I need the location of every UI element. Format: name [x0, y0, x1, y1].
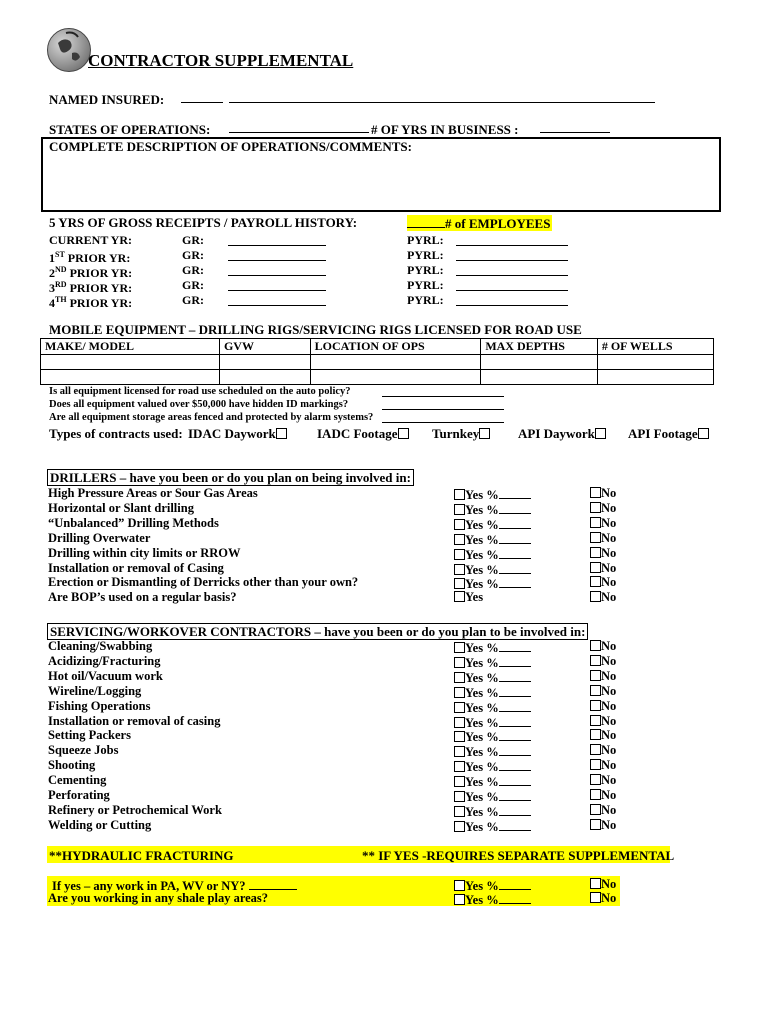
- no-checkbox[interactable]: [590, 744, 601, 755]
- yes-checkbox[interactable]: [454, 534, 465, 545]
- yes-label: Yes: [465, 502, 487, 517]
- no-label: No: [601, 668, 617, 683]
- no-label: No: [601, 500, 617, 515]
- no-option[interactable]: [590, 699, 616, 714]
- percent-field[interactable]: [499, 743, 531, 756]
- servicing-item: Welding or Cutting: [48, 817, 152, 832]
- equipment-cell[interactable]: [310, 370, 481, 385]
- no-option[interactable]: [590, 501, 616, 516]
- yes-checkbox[interactable]: [454, 519, 465, 530]
- yes-checkbox[interactable]: [454, 657, 465, 668]
- yes-checkbox[interactable]: [454, 549, 465, 560]
- employees-badge[interactable]: [407, 215, 552, 231]
- contract-type-option[interactable]: [432, 426, 490, 441]
- contracts-label: Types of contracts used:: [49, 426, 183, 441]
- servicing-item: Squeeze Jobs: [48, 743, 119, 758]
- servicing-item: Shooting: [48, 758, 96, 773]
- pyrl-field[interactable]: [456, 294, 568, 306]
- drillers-item: Drilling Overwater: [48, 530, 151, 545]
- yes-label: Yes: [465, 590, 484, 605]
- equipment-cell[interactable]: [219, 355, 310, 370]
- equipment-column-header: # OF WELLS: [597, 339, 713, 355]
- no-checkbox[interactable]: [590, 640, 601, 651]
- named-insured-field-prefix[interactable]: [181, 90, 223, 103]
- yes-label: Yes: [465, 790, 487, 804]
- no-label: No: [601, 560, 617, 575]
- percent-label: %: [486, 547, 499, 562]
- equipment-question: [49, 385, 351, 398]
- yes-label: Yes: [465, 547, 487, 562]
- receipt-year-label: [49, 293, 132, 310]
- no-label: No: [601, 590, 617, 605]
- percent-label: %: [486, 760, 499, 775]
- percent-field[interactable]: [499, 486, 531, 499]
- yes-checkbox[interactable]: [454, 806, 465, 817]
- equipment-column-header: MAX DEPTHS: [481, 339, 598, 355]
- checkbox[interactable]: [479, 428, 490, 439]
- no-checkbox[interactable]: [590, 878, 601, 889]
- equipment-cell[interactable]: [597, 370, 713, 385]
- hydraulic-q1-field[interactable]: [249, 877, 297, 890]
- no-checkbox[interactable]: [590, 774, 601, 785]
- no-checkbox[interactable]: [590, 655, 601, 666]
- equipment-cell[interactable]: [41, 370, 220, 385]
- percent-label: %: [486, 819, 499, 834]
- percent-label: %: [486, 502, 499, 517]
- equipment-cell[interactable]: [310, 355, 481, 370]
- no-option[interactable]: [590, 516, 616, 531]
- year-ordinal-suffix: RD: [55, 280, 67, 289]
- yrs-in-business-field[interactable]: [540, 120, 610, 133]
- yes-label: Yes: [465, 700, 487, 715]
- servicing-item: Perforating: [48, 788, 110, 802]
- yes-label: Yes: [465, 577, 487, 592]
- equipment-question-text: Are all equipment storage areas fenced and protected by alarm systems?: [49, 412, 374, 423]
- no-label: No: [601, 515, 617, 530]
- equipment-header-row: [41, 339, 714, 355]
- gr-field[interactable]: [228, 279, 326, 291]
- no-checkbox[interactable]: [590, 547, 601, 558]
- yes-checkbox[interactable]: [454, 578, 465, 589]
- hydraulic-q1: [52, 877, 297, 892]
- no-label: No: [601, 639, 617, 653]
- percent-label: %: [486, 685, 499, 700]
- contract-type-option[interactable]: [628, 426, 709, 441]
- yes-checkbox[interactable]: [454, 791, 465, 802]
- servicing-item: Installation or removal of casing: [48, 713, 221, 728]
- year-ordinal-suffix: ND: [55, 265, 67, 274]
- yes-label: Yes: [465, 804, 487, 819]
- no-checkbox[interactable]: [590, 487, 601, 498]
- yes-label: Yes: [465, 488, 487, 502]
- gr-label: GR:: [182, 233, 204, 247]
- yes-label: Yes: [465, 730, 487, 745]
- no-option[interactable]: [590, 546, 616, 561]
- drillers-item: Erection or Dismantling of Derricks other than your own?: [48, 575, 359, 590]
- no-option[interactable]: [590, 818, 616, 833]
- yes-label: Yes: [465, 760, 487, 775]
- contract-type-option[interactable]: [188, 426, 287, 441]
- no-label: No: [601, 728, 617, 743]
- yes-label: Yes: [465, 775, 487, 790]
- yes-label: Yes: [465, 893, 487, 907]
- equipment-cell[interactable]: [41, 355, 220, 370]
- contract-type-label: API Footage: [628, 426, 698, 441]
- gr-label: GR:: [182, 248, 204, 262]
- percent-field[interactable]: [499, 891, 531, 904]
- equipment-question-field[interactable]: [382, 386, 504, 397]
- yes-checkbox[interactable]: [454, 591, 465, 602]
- year-ordinal-suffix: ST: [55, 250, 65, 259]
- yes-label: Yes: [465, 670, 487, 685]
- no-label: No: [601, 743, 617, 758]
- no-label: No: [601, 713, 617, 728]
- percent-field[interactable]: [499, 803, 531, 816]
- no-label: No: [601, 891, 617, 905]
- percent-field[interactable]: [499, 728, 531, 741]
- no-label: No: [601, 683, 617, 698]
- servicing-item: Cementing: [48, 773, 107, 788]
- pyrl-label: PYRL:: [407, 248, 444, 262]
- percent-label: %: [486, 532, 499, 547]
- no-option[interactable]: [590, 758, 616, 773]
- year-ordinal: 2: [49, 266, 55, 280]
- equipment-heading: MOBILE EQUIPMENT – DRILLING RIGS/SERVICING RIGS LICENSED FOR ROAD USE: [49, 322, 582, 337]
- no-option[interactable]: [590, 639, 616, 654]
- percent-label: %: [486, 488, 499, 502]
- yes-label: Yes: [465, 517, 487, 532]
- percent-label: %: [486, 562, 499, 577]
- gr-field[interactable]: [228, 234, 326, 246]
- percent-field[interactable]: [499, 531, 531, 544]
- no-option[interactable]: [590, 486, 616, 501]
- gr-field[interactable]: [228, 294, 326, 306]
- yes-checkbox[interactable]: [454, 761, 465, 772]
- pyrl-label: PYRL:: [407, 233, 444, 247]
- percent-field[interactable]: [499, 516, 531, 529]
- no-option[interactable]: [590, 531, 616, 546]
- no-option[interactable]: [590, 728, 616, 743]
- pyrl-field[interactable]: [456, 279, 568, 291]
- no-option[interactable]: [590, 561, 616, 576]
- drillers-item: Drilling within city limits or RROW: [48, 545, 241, 560]
- yes-checkbox[interactable]: [454, 717, 465, 728]
- year-label-text: PRIOR YR:: [66, 296, 133, 310]
- contracts-row: [49, 426, 183, 441]
- no-label: No: [601, 802, 617, 817]
- no-option[interactable]: [590, 714, 616, 729]
- equipment-cell[interactable]: [219, 370, 310, 385]
- no-option[interactable]: [590, 654, 616, 669]
- servicing-item: Hot oil/Vacuum work: [48, 668, 163, 683]
- no-checkbox[interactable]: [590, 700, 601, 711]
- percent-field[interactable]: [499, 501, 531, 514]
- hydraulic-q1-label: If yes – any work in PA, WV or NY?: [52, 879, 246, 893]
- year-ordinal-suffix: TH: [55, 295, 67, 304]
- equipment-question-field[interactable]: [382, 399, 504, 410]
- no-label: No: [601, 817, 617, 832]
- hydraulic-note: ** IF YES -REQUIRES SEPARATE SUPPLEMENTAL: [362, 848, 675, 863]
- yes-label: Yes: [465, 655, 487, 670]
- checkbox[interactable]: [276, 428, 287, 439]
- no-label: No: [601, 788, 617, 802]
- percent-field[interactable]: [499, 684, 531, 697]
- servicing-item: Wireline/Logging: [48, 683, 142, 698]
- named-insured-field[interactable]: [229, 90, 655, 103]
- equipment-question: [49, 411, 373, 424]
- equipment-table: [40, 338, 714, 385]
- percent-field[interactable]: [499, 561, 531, 574]
- percent-label: %: [486, 655, 499, 670]
- percent-field[interactable]: [499, 818, 531, 831]
- drillers-item: Horizontal or Slant drilling: [48, 500, 194, 515]
- percent-field[interactable]: [499, 575, 531, 588]
- gr-label: GR:: [182, 293, 204, 307]
- no-checkbox[interactable]: [590, 789, 601, 800]
- no-option[interactable]: [590, 891, 616, 906]
- no-checkbox[interactable]: [590, 670, 601, 681]
- yes-option[interactable]: [454, 818, 531, 835]
- no-option[interactable]: [590, 788, 616, 803]
- no-checkbox[interactable]: [590, 591, 601, 602]
- percent-field[interactable]: [499, 758, 531, 771]
- percent-label: %: [486, 700, 499, 715]
- contract-type-label: Turnkey: [432, 426, 480, 441]
- equipment-cell[interactable]: [481, 370, 598, 385]
- yrs-in-business-label: # OF YRS IN BUSINESS :: [371, 122, 519, 137]
- equipment-cell[interactable]: [597, 355, 713, 370]
- no-label: No: [601, 773, 617, 788]
- no-checkbox[interactable]: [590, 517, 601, 528]
- no-option[interactable]: [590, 684, 616, 699]
- yes-checkbox[interactable]: [454, 746, 465, 757]
- no-option[interactable]: [590, 669, 616, 684]
- no-option[interactable]: [590, 877, 616, 892]
- equipment-column-header: GVW: [219, 339, 310, 355]
- yes-checkbox[interactable]: [454, 894, 465, 905]
- gr-label: GR:: [182, 278, 204, 292]
- receipt-year-label: [49, 233, 132, 247]
- percent-field[interactable]: [499, 699, 531, 712]
- no-label: No: [601, 877, 617, 891]
- contract-type-option[interactable]: [317, 426, 409, 441]
- yes-checkbox[interactable]: [454, 564, 465, 575]
- no-option[interactable]: [590, 743, 616, 758]
- states-of-operations-field[interactable]: [229, 120, 369, 133]
- yes-checkbox[interactable]: [454, 672, 465, 683]
- receipts-heading: 5 YRS OF GROSS RECEIPTS / PAYROLL HISTORY:: [49, 215, 358, 230]
- no-label: No: [601, 486, 617, 500]
- checkbox[interactable]: [595, 428, 606, 439]
- no-checkbox[interactable]: [590, 804, 601, 815]
- hydraulic-q2: Are you working in any shale play areas?: [48, 891, 269, 905]
- contract-type-option[interactable]: [518, 426, 606, 441]
- contract-type-label: IADC Footage: [317, 426, 398, 441]
- percent-label: %: [486, 775, 499, 790]
- percent-field[interactable]: [499, 788, 531, 801]
- pyrl-field[interactable]: [456, 234, 568, 246]
- yes-checkbox[interactable]: [454, 702, 465, 713]
- year-label-text: PRIOR YR:: [64, 251, 131, 265]
- page-title: CONTRACTOR SUPPLEMENTAL: [88, 51, 354, 70]
- equipment-row: [41, 370, 714, 385]
- states-of-operations-label: STATES OF OPERATIONS:: [49, 122, 211, 137]
- percent-field[interactable]: [499, 546, 531, 559]
- contract-type-label: IDAC Daywork: [188, 426, 276, 441]
- no-checkbox[interactable]: [590, 819, 601, 830]
- yes-label: Yes: [465, 745, 487, 760]
- percent-field[interactable]: [499, 639, 531, 652]
- yes-label: Yes: [465, 532, 487, 547]
- no-label: No: [601, 530, 617, 545]
- hydraulic-heading: **HYDRAULIC FRACTURING: [49, 848, 234, 863]
- year-label-text: PRIOR YR:: [66, 266, 133, 280]
- no-label: No: [601, 545, 617, 560]
- employees-label: # of EMPLOYEES: [445, 216, 551, 231]
- percent-label: %: [486, 790, 499, 804]
- drillers-item: “Unbalanced” Drilling Methods: [48, 515, 219, 530]
- drillers-item: Are BOP’s used on a regular basis?: [48, 590, 237, 605]
- yes-checkbox[interactable]: [454, 821, 465, 832]
- pyrl-label: PYRL:: [407, 263, 444, 277]
- equipment-row: [41, 355, 714, 370]
- equipment-column-header: MAKE/ MODEL: [41, 339, 220, 355]
- servicing-item: Cleaning/Swabbing: [48, 639, 153, 653]
- pyrl-field[interactable]: [456, 249, 568, 261]
- equipment-cell[interactable]: [481, 355, 598, 370]
- no-checkbox[interactable]: [590, 685, 601, 696]
- yes-label: Yes: [465, 715, 487, 730]
- no-checkbox[interactable]: [590, 892, 601, 903]
- percent-field[interactable]: [499, 714, 531, 727]
- pyrl-field[interactable]: [456, 264, 568, 276]
- gr-field[interactable]: [228, 249, 326, 261]
- no-option[interactable]: [590, 773, 616, 788]
- percent-field[interactable]: [499, 654, 531, 667]
- yes-checkbox[interactable]: [454, 687, 465, 698]
- percent-label: %: [486, 517, 499, 532]
- percent-label: %: [486, 804, 499, 819]
- year-ordinal: 1: [49, 251, 55, 265]
- percent-field[interactable]: [499, 773, 531, 786]
- percent-label: %: [486, 577, 499, 592]
- servicing-item: Acidizing/Fracturing: [48, 653, 161, 668]
- gr-label: GR:: [182, 263, 204, 277]
- yes-checkbox[interactable]: [454, 731, 465, 742]
- yes-label: Yes: [465, 685, 487, 700]
- equipment-question-text: Is all equipment licensed for road use scheduled on the auto policy?: [49, 386, 351, 397]
- named-insured-label: NAMED INSURED:: [49, 92, 165, 107]
- checkbox[interactable]: [698, 428, 709, 439]
- year-ordinal: 4: [49, 296, 55, 310]
- equipment-question: [49, 398, 348, 411]
- no-checkbox[interactable]: [590, 576, 601, 587]
- gr-field[interactable]: [228, 264, 326, 276]
- equipment-question-field[interactable]: [382, 412, 504, 423]
- no-option[interactable]: [590, 590, 616, 605]
- servicing-item: Refinery or Petrochemical Work: [48, 802, 222, 817]
- no-label: No: [601, 698, 617, 713]
- servicing-heading: SERVICING/WORKOVER CONTRACTORS – have you been or do you plan to be involved in:: [47, 623, 588, 640]
- equipment-question-text: Does all equipment valued over $50,000 have hidden ID markings?: [49, 399, 349, 410]
- drillers-item: Installation or removal of Casing: [48, 560, 224, 575]
- yes-option[interactable]: [454, 891, 531, 908]
- employees-field[interactable]: [407, 215, 445, 228]
- drillers-heading: DRILLERS – have you been or do you plan on being involved in:: [47, 469, 414, 486]
- no-label: No: [601, 575, 617, 590]
- contract-type-label: API Daywork: [518, 426, 595, 441]
- yes-option[interactable]: [454, 590, 483, 605]
- yes-checkbox[interactable]: [454, 504, 465, 515]
- servicing-item: Fishing Operations: [48, 698, 151, 713]
- yes-checkbox[interactable]: [454, 776, 465, 787]
- description-label: COMPLETE DESCRIPTION OF OPERATIONS/COMMENTS:: [49, 139, 412, 154]
- year-label-text: PRIOR YR:: [66, 281, 133, 295]
- no-option[interactable]: [590, 575, 616, 590]
- yes-label: Yes: [465, 819, 487, 834]
- percent-label: %: [486, 715, 499, 730]
- year-label-text: CURRENT YR:: [49, 233, 133, 247]
- no-checkbox[interactable]: [590, 502, 601, 513]
- no-option[interactable]: [590, 803, 616, 818]
- servicing-item: Setting Packers: [48, 728, 131, 743]
- pyrl-label: PYRL:: [407, 293, 444, 307]
- percent-label: %: [486, 730, 499, 745]
- percent-field[interactable]: [499, 877, 531, 890]
- no-checkbox[interactable]: [590, 759, 601, 770]
- yes-checkbox[interactable]: [454, 489, 465, 500]
- yes-label: Yes: [465, 641, 487, 655]
- no-checkbox[interactable]: [590, 562, 601, 573]
- percent-field[interactable]: [499, 669, 531, 682]
- yes-label: Yes: [465, 562, 487, 577]
- equipment-column-header: LOCATION OF OPS: [310, 339, 481, 355]
- yes-checkbox[interactable]: [454, 642, 465, 653]
- globe-logo-icon: [47, 28, 91, 72]
- no-checkbox[interactable]: [590, 729, 601, 740]
- checkbox[interactable]: [398, 428, 409, 439]
- percent-label: %: [486, 670, 499, 685]
- no-label: No: [601, 758, 617, 773]
- percent-label: %: [486, 745, 499, 760]
- year-ordinal: 3: [49, 281, 55, 295]
- percent-label: %: [486, 893, 499, 907]
- percent-label: %: [486, 879, 499, 893]
- yes-checkbox[interactable]: [454, 880, 465, 891]
- no-checkbox[interactable]: [590, 715, 601, 726]
- drillers-item: High Pressure Areas or Sour Gas Areas: [48, 486, 258, 500]
- yes-label: Yes: [465, 879, 487, 893]
- no-label: No: [601, 653, 617, 668]
- no-checkbox[interactable]: [590, 532, 601, 543]
- percent-label: %: [486, 641, 499, 655]
- pyrl-label: PYRL:: [407, 278, 444, 292]
